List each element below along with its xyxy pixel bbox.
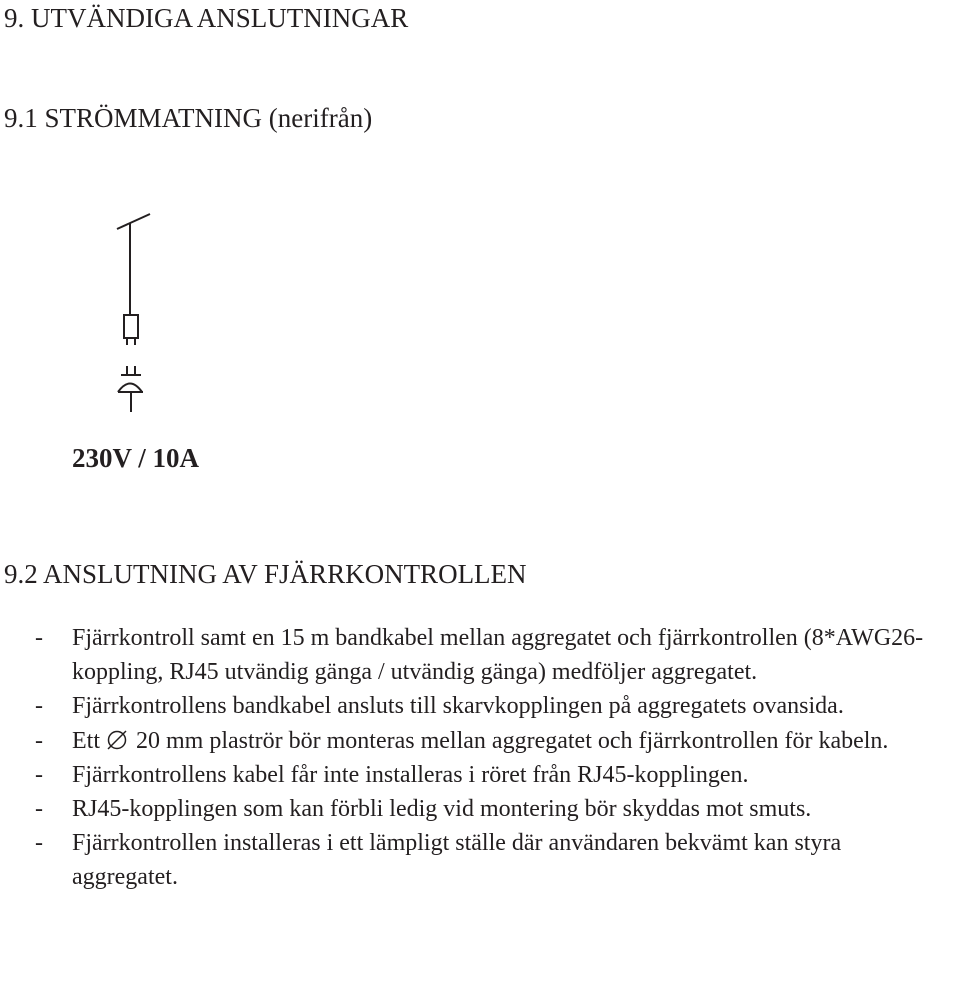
list-item [0, 758, 946, 792]
list-item-text: Fjärrkontrollens bandkabel ansluts till skarvkopplingen på aggregatets ovansida. [72, 693, 844, 720]
power-rating: 230V / 10A [72, 443, 200, 473]
list-item-text: Fjärrkontroll samt en 15 m bandkabel mellan aggregatet och fjärrkontrollen (8*AWG26-koppling, RJ45 utvändig gänga / utvändig gänga) medföljer aggregatet. [72, 625, 924, 686]
list-item-prefix: Ett [72, 727, 100, 754]
list-item-text: RJ45-kopplingen som kan förbli ledig vid montering bör skyddas mot smuts. [72, 796, 812, 823]
instruction-list [0, 621, 960, 895]
plug-symbol-icon [100, 205, 170, 425]
list-dash: - [35, 796, 43, 823]
list-item-text: Fjärrkontrollens kabel får inte installeras i röret från RJ45-kopplingen. [72, 761, 749, 788]
list-dash: - [35, 727, 43, 754]
list-item-text: Fjärrkontrollen installeras i ett lämpligt ställe där användaren bekvämt kan styra aggregatet. [72, 830, 842, 891]
list-item [0, 724, 946, 758]
list-item [0, 621, 946, 689]
list-item [0, 826, 946, 894]
power-supply-heading: 9.1 STRÖMMATNING (nerifrån) [4, 103, 373, 133]
list-dash: - [35, 693, 43, 720]
list-dash: - [35, 761, 43, 788]
list-item [0, 689, 946, 723]
list-dash: - [35, 830, 43, 857]
section-heading: 9. UTVÄNDIGA ANSLUTNINGAR [4, 3, 409, 33]
diameter-symbol-icon [106, 729, 136, 751]
list-item-text: 20 mm plaströr bör monteras mellan aggregatet och fjärrkontrollen för kabeln. [136, 727, 889, 754]
remote-connection-heading: 9.2 ANSLUTNING AV FJÄRRKONTROLLEN [4, 559, 527, 589]
list-item [0, 792, 946, 826]
list-dash: - [35, 625, 43, 651]
